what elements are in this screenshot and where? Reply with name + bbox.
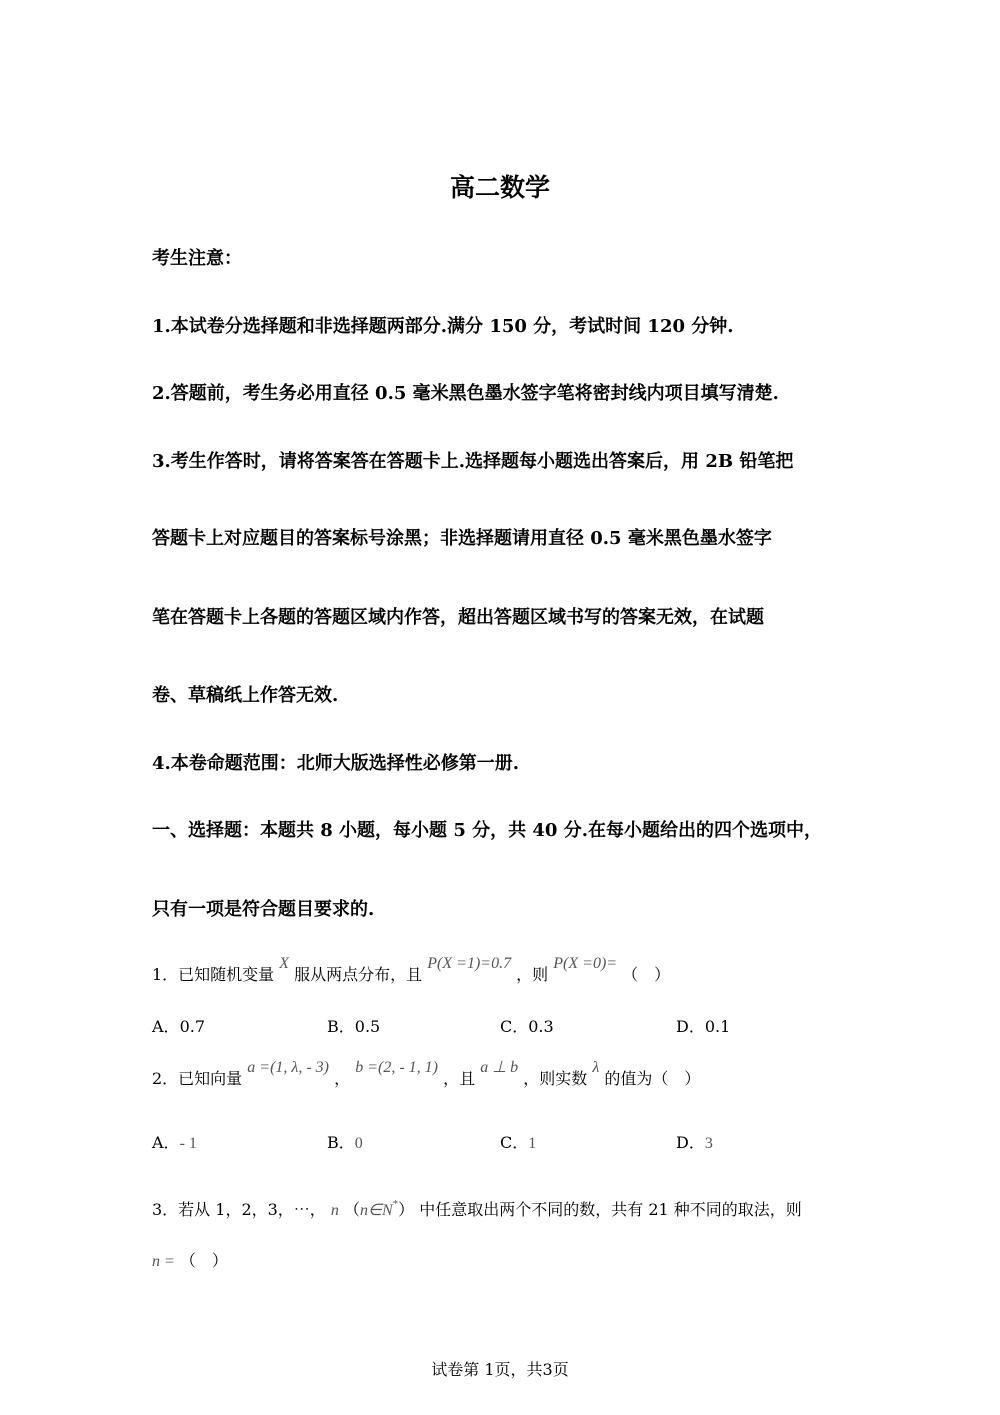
q3-cond-close: ） — [398, 1200, 415, 1219]
q3-answer-expr: n = — [152, 1253, 175, 1270]
option-value: 3 — [704, 1135, 713, 1152]
question-3-cont — [152, 1248, 228, 1271]
option-label: A． — [152, 1017, 180, 1036]
q3-cond: n∈N — [360, 1202, 393, 1219]
q1-option-c — [500, 1014, 554, 1037]
notice-line-2: 2.答题前，考生务必用直径 0.5 毫米黑色墨水签字笔将密封线内项目填写清楚. — [152, 383, 779, 404]
q2-option-b — [327, 1130, 363, 1153]
option-value: 0.5 — [354, 1017, 381, 1036]
option-label: D． — [676, 1017, 705, 1036]
notice-line-4: 答题卡上对应题目的答案标号涂黑；非选择题请用直径 0.5 毫米黑色墨水签字 — [152, 528, 772, 549]
page-title: 高二数学 — [449, 173, 550, 202]
notice-line-6: 卷、草稿纸上作答无效. — [152, 685, 339, 706]
option-value: 0.3 — [528, 1017, 554, 1036]
q1-text-1: 1．已知随机变量 — [152, 965, 275, 984]
option-label: C． — [500, 1017, 529, 1036]
q2-lambda: λ — [592, 1059, 600, 1076]
option-label: A． — [152, 1133, 180, 1152]
question-2 — [152, 1059, 701, 1089]
option-value: 0.7 — [179, 1017, 206, 1036]
option-label: B． — [327, 1133, 355, 1152]
q2-text-4: 的值为（ ） — [604, 1069, 701, 1088]
notice-line-1: 1.本试卷分选择题和非选择题两部分.满分 150 分，考试时间 120 分钟. — [152, 316, 734, 337]
q2-option-a — [152, 1130, 197, 1153]
q3-cond-open: （ — [344, 1200, 361, 1219]
q1-option-b — [327, 1014, 380, 1037]
option-value: 1 — [528, 1135, 537, 1152]
q1-text-2: 服从两点分布，且 — [294, 965, 423, 984]
q3-text-2: 中任意取出两个不同的数，共有 21 种不同的取法，则 — [419, 1200, 802, 1219]
q2-sep: ， — [334, 1069, 351, 1088]
q2-perp: a ⊥ b — [480, 1059, 519, 1076]
q1-option-d — [676, 1014, 730, 1037]
q2-text-3: ，则实数 — [523, 1069, 588, 1088]
q1-text-3: ，则 — [516, 965, 549, 984]
q3-text-1: 3．若从 1，2，3，⋯， — [152, 1200, 326, 1219]
q2-vector-a: a =(1, λ, - 3) — [247, 1059, 329, 1076]
q2-vector-b: b =(2, - 1, 1) — [355, 1059, 438, 1076]
option-label: B． — [327, 1017, 355, 1036]
option-value: 0 — [354, 1135, 363, 1152]
q1-expr-1: P(X =1)=0.7 — [427, 955, 512, 972]
q1-expr-2: P(X =0)= — [553, 955, 618, 972]
option-value: - 1 — [179, 1135, 197, 1152]
q2-option-c — [500, 1130, 536, 1153]
q3-cond-sup: * — [392, 1198, 399, 1210]
q1-text-4: （ ） — [622, 965, 671, 984]
notice-heading: 考生注意： — [152, 248, 242, 269]
q2-text-1: 2．已知向量 — [152, 1069, 243, 1088]
q1-var: X — [279, 955, 290, 972]
question-3 — [152, 1197, 802, 1220]
option-label: D． — [676, 1133, 705, 1152]
notice-line-5: 笔在答题卡上各题的答题区域内作答，超出答题区域书写的答案无效，在试题 — [152, 607, 764, 628]
option-label: C． — [500, 1133, 529, 1152]
question-1 — [152, 955, 671, 985]
q3-n: n — [330, 1202, 339, 1219]
q2-text-2: ，且 — [443, 1069, 476, 1088]
page-footer: 试卷第 1页，共3页 — [431, 1360, 569, 1379]
section-heading-cont: 只有一项是符合题目要求的. — [152, 899, 375, 920]
q1-option-a — [152, 1014, 205, 1037]
q3-answer-paren: （ ） — [179, 1251, 228, 1270]
section-heading: 一、选择题：本题共 8 小题，每小题 5 分，共 40 分.在每小题给出的四个选项中， — [152, 820, 822, 841]
notice-line-7: 4.本卷命题范围：北师大版选择性必修第一册. — [152, 753, 520, 774]
q2-option-d — [676, 1130, 713, 1153]
option-value: 0.1 — [704, 1017, 731, 1036]
notice-line-3: 3.考生作答时，请将答案答在答题卡上.选择题每小题选出答案后，用 2B 铅笔把 — [152, 451, 794, 472]
